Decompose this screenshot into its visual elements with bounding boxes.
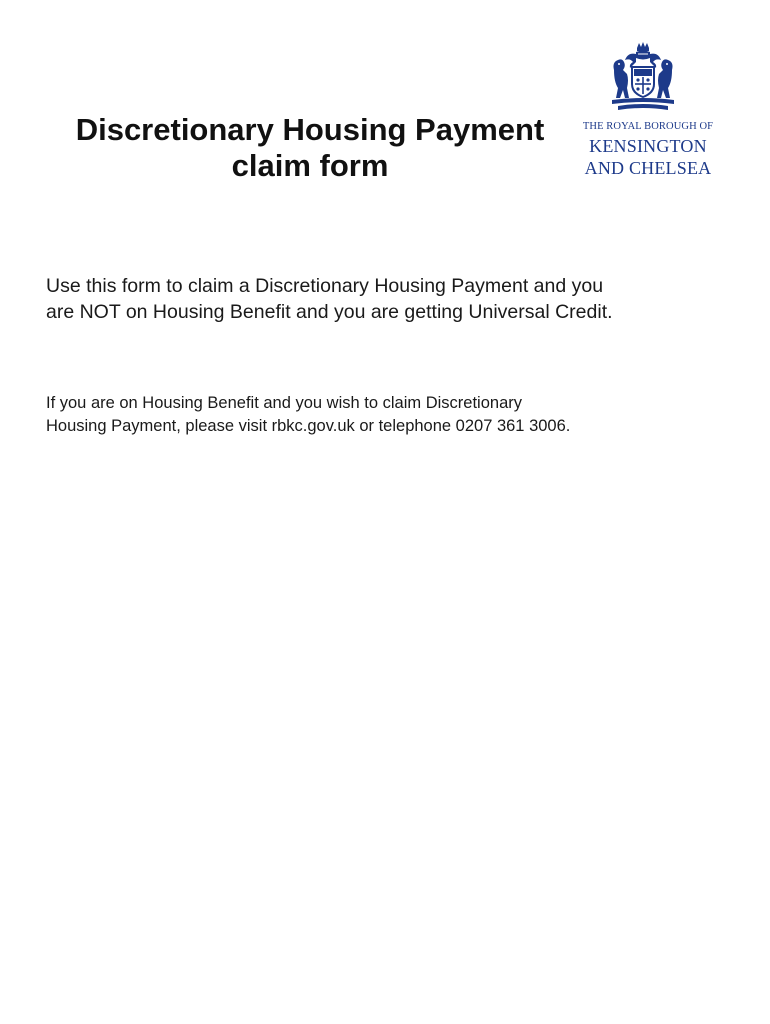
- page-title-line-2: claim form: [231, 148, 389, 183]
- intro-line-2: are NOT on Housing Benefit and you are getting Universal Credit.: [46, 301, 613, 323]
- royal-borough-crest-icon: [608, 40, 678, 112]
- intro-paragraph: [46, 273, 746, 325]
- logo-text-chelsea: AND CHELSEA: [584, 158, 712, 178]
- page-title: [40, 112, 580, 184]
- page-title-line-1: Discretionary Housing Payment: [75, 112, 545, 147]
- logo-text-kensington: KENSINGTON: [589, 136, 707, 156]
- note-line-1: If you are on Housing Benefit and you wish to claim Discretionary: [46, 394, 522, 412]
- housing-benefit-note: [46, 392, 746, 438]
- note-line-2: Housing Payment, please visit rbkc.gov.uk or telephone 0207 361 3006.: [46, 417, 571, 435]
- logo-text-small: THE ROYAL BOROUGH OF: [582, 121, 714, 132]
- intro-line-1: Use this form to claim a Discretionary Housing Payment and you: [46, 275, 604, 297]
- council-logo: [578, 40, 718, 182]
